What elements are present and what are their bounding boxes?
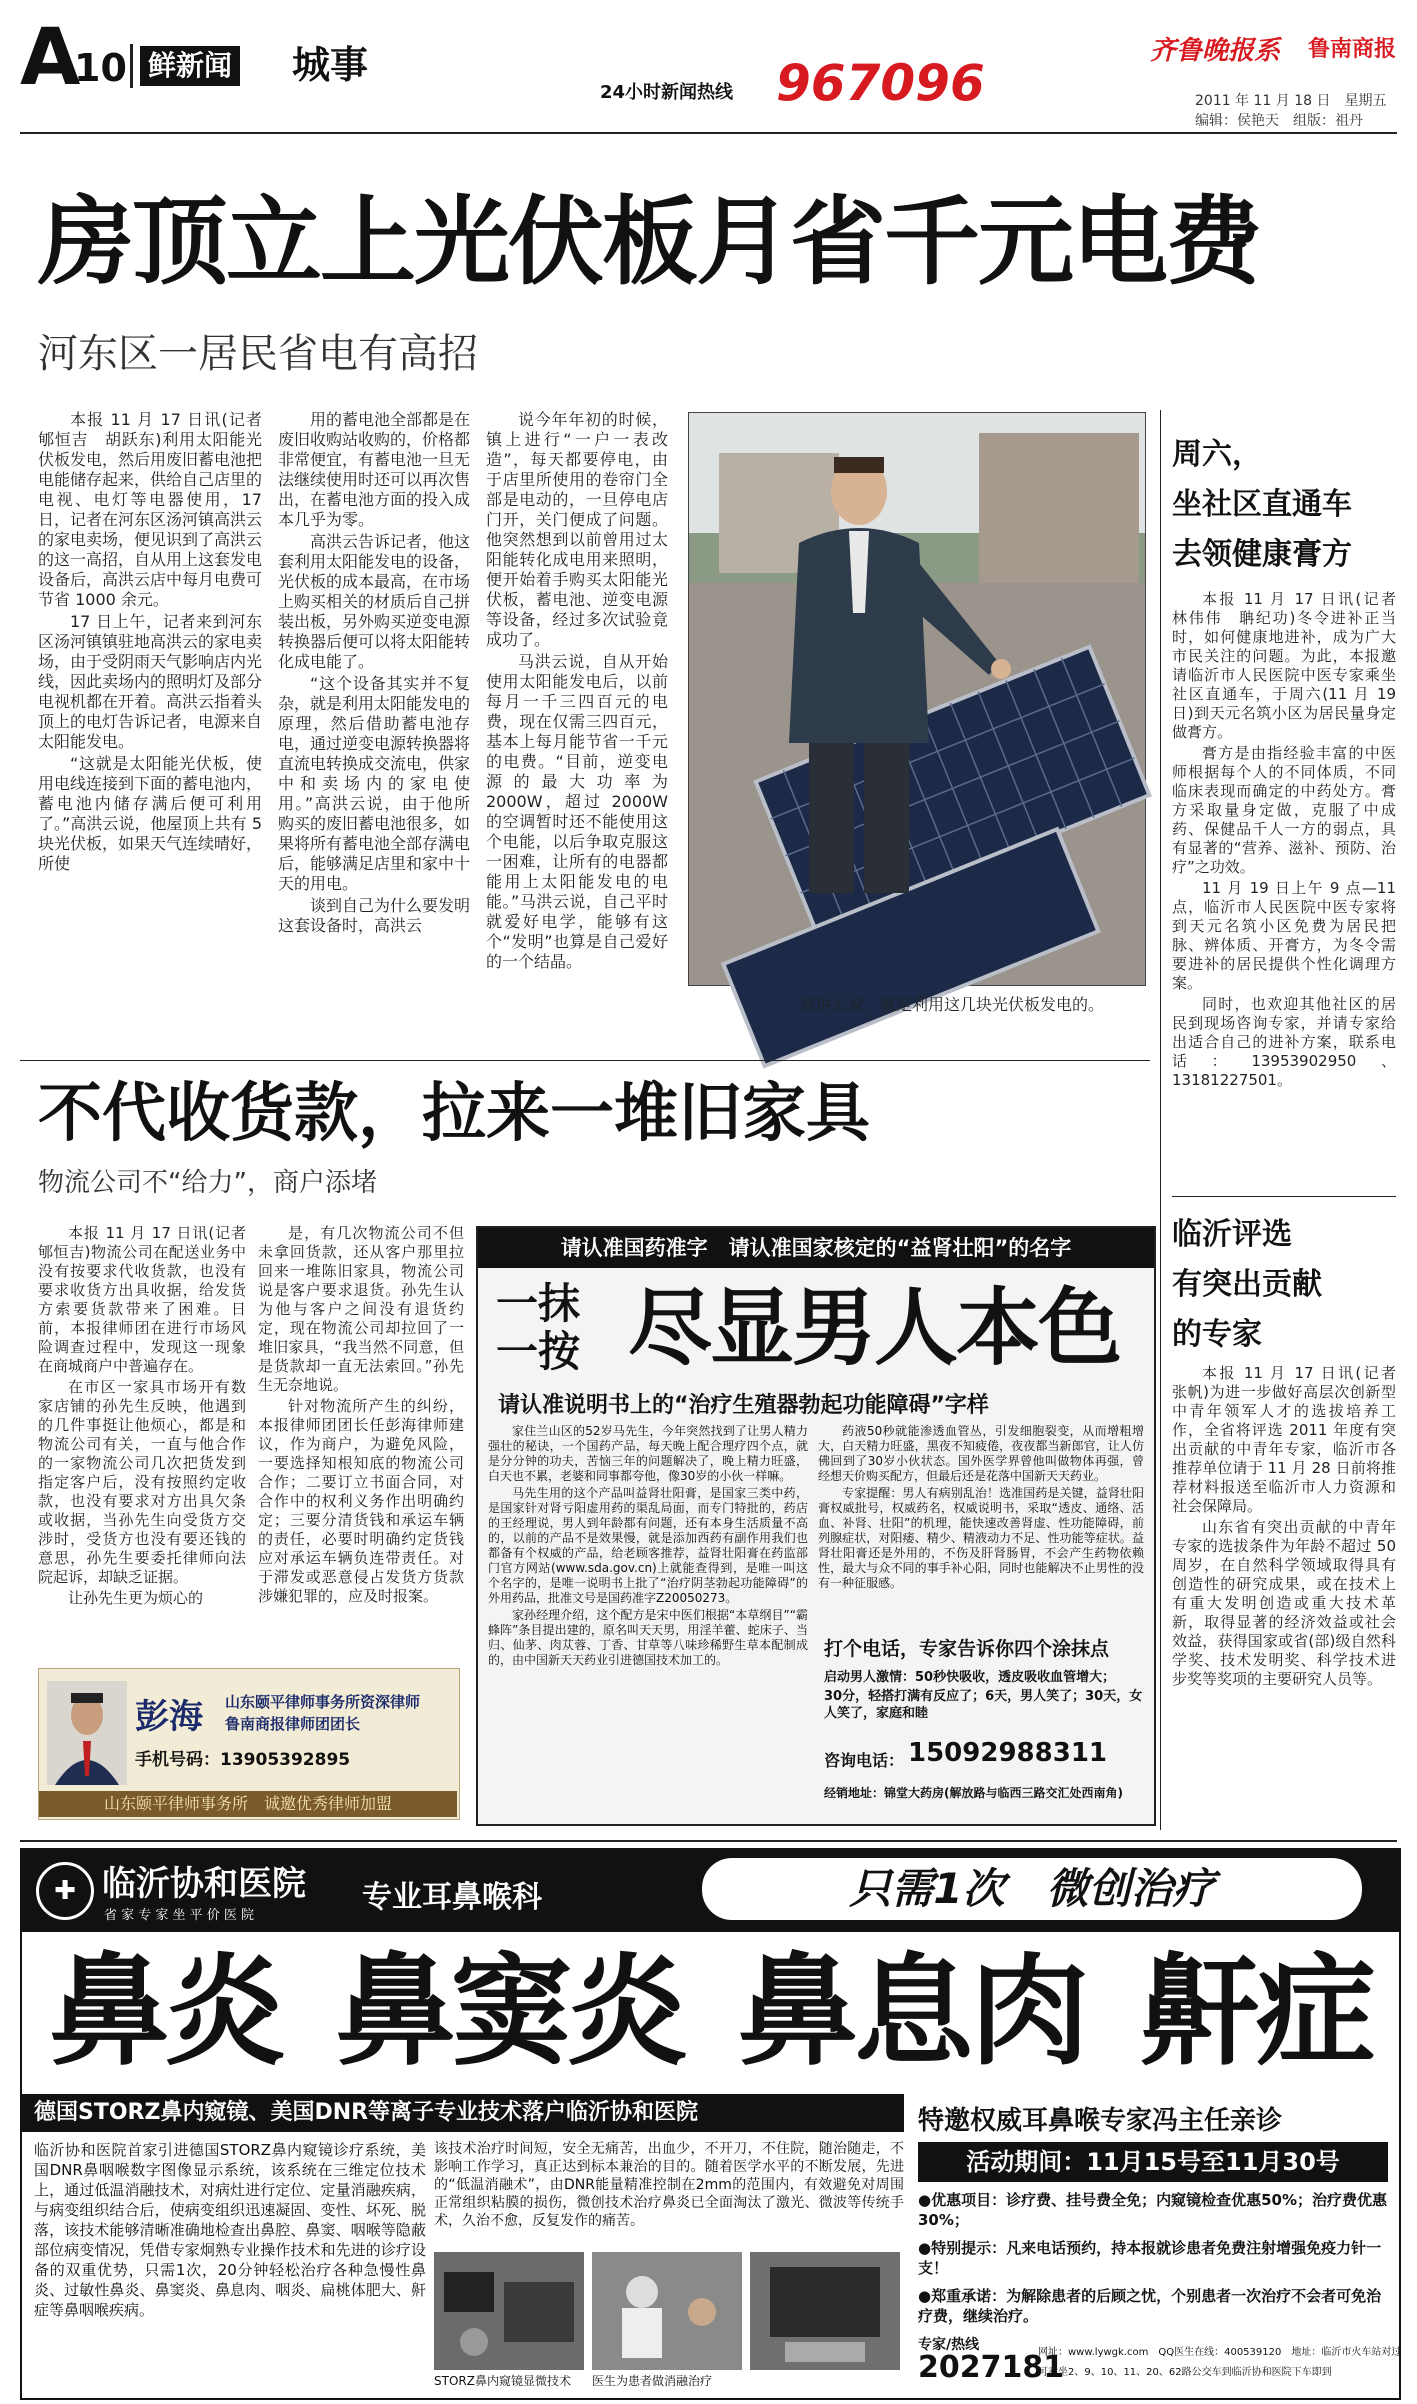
side1-p1: 本报 11 月 17 日讯(记者 林伟伟 聃纪功)冬令进补正当时，如何健康地进补，成为广大市民关注的问题。为此，本报邀请临沂市人民医院中医专家乘坐社区直通车，于周六(11 月 19 日)到天元名筑小区为居民量身定做膏方。 [1172, 590, 1412, 741]
ad1-body-right [818, 1424, 1144, 1624]
second-c1-p1: 本报 11 月 17 日讯(记者 郇恒吉)物流公司在配送业务中没有按要求代收货款，也没有要求收货方出具收据，给发货方索要货款带来了困难。日前，本报律师团在进行市场风险调查过程中，发现这一现象在商城商户中普遍存在。 [38, 1224, 262, 1375]
side1-p2: 膏方是由指经验丰富的中医师根据每个人的不同体质，不同临床表现而确定的中药处方。膏方采取量身定做，克服了中成药、保健品千人一方的弱点，具有显著的“营养、滋补、预防、治疗”之功效。 [1172, 744, 1396, 876]
ad1-bl-p1: 家住兰山区的52岁马先生，今年突然找到了让男人精力强壮的秘诀，一个国药产品，每天晚上配合理疗四个点，就是分分钟的功夫，苦恼三年的问题解决了，晚上精力旺盛，白天也不累，老婆和同事都夸他，像30岁的小伙一样嘛。 [488, 1424, 808, 1483]
side1-title-line2: 坐社区直通车 [1172, 487, 1352, 522]
ad1-promo1: 启动男人激情：50秒快吸收，透皮吸收血管增大； [824, 1670, 1116, 1685]
hospital-logo-icon: ✚ [36, 1862, 94, 1920]
lawyer-portrait-icon [47, 1681, 127, 1785]
side1-title-line3: 去领健康膏方 [1172, 537, 1352, 572]
section-name: 城事 [292, 43, 369, 87]
ad1-br-p2: 专家提醒：男人有病别乱治！选准国药是关键，益肾壮阳膏权威批号，权威药名，权威说明书，采取“透皮、通络、活血、补肾、壮阳”的机理，能快速改善肾虚、性功能障碍，前列腺症状，对阳痿、精少、精液动力不足、性功能等症状。益肾壮阳膏还是外用的，不伤及肝肾肠胃，不会产生药物依赖性，最大与众不同的事手补心阳，同时也能解决不止男性的没有一种征服感。 [818, 1486, 1144, 1590]
lead-column-2 [278, 410, 470, 1050]
lead-column-3 [486, 410, 668, 1050]
second-column-2 [258, 1224, 464, 1654]
ad2-hospital-motto: 省 家 专 家 坐 平 价 医 院 [104, 1908, 255, 1923]
masthead-divider [130, 44, 133, 88]
endoscope-photo-illustration [434, 2252, 584, 2370]
solar-photo-illustration [689, 413, 1145, 985]
ad2-items [918, 2190, 1388, 2334]
lead-c2-p2: 高洪云告诉记者，他这套利用太阳能发电的设备，光伏板的成本最高，在市场上购买相关的材质后自己拼装出板，另外购买逆变电源转换器后便可以将太阳能转化成电能了。 [278, 532, 471, 671]
side1-p4: 同时，也欢迎其他社区的居民到现场咨询专家，并请专家给出适合自己的进补方案，联系电话：13953902950、13181227501。 [1172, 995, 1396, 1089]
ad2-body2: 该技术治疗时间短，安全无痛苦，出血少，不开刀，不住院，随治随走，不影响工作学习，真正达到标本兼治的目的。随着医学水平的不断发展，先进的“低温消融术”，由DNR能量精准控制在2mm的范围内，有效避免对周围正常组织粘膜的损伤，微创技术治疗鼻炎已全面淘汰了激光、微波等传统手术，久治不愈，反复发作的痛苦。 [434, 2141, 904, 2229]
ad2-item2: ●特别提示：凡来电话预约，持本报就诊患者免费注射增强免疫力针一支！ [918, 2239, 1382, 2277]
side2-title [1172, 1210, 1402, 1360]
lawyer-footer: 山东颐平律师事务所 诚邀优秀律师加盟 [39, 1791, 457, 1817]
ad2-big-items [22, 1936, 1399, 2090]
lead-c2-p3: “这个设备其实并不复杂，就是利用太阳能发电的原理，然后借助蓄电池存电，通过逆变电源转换器将直流电转换成交流电，供家中和卖场内的家电使用。”高洪云说，由于他所购买的废旧蓄电池很多，如果将所有蓄电池全部存满电后，能够满足店里和家中十天的用电。 [278, 674, 471, 893]
second-headline: 不代收货款，拉来一堆旧家具 [38, 1077, 870, 1151]
lead-c1-p2: 17 日上午，记者来到河东区汤河镇镇驻地高洪云的家电卖场，由于受阴雨天气影响店内光线，因此卖场内的照明灯及部分电视机都在开着。高洪云指着头顶上的电灯告诉记者，电源来自太阳能发电。 [38, 612, 263, 751]
side2-title-line2: 有突出贡献 [1172, 1267, 1322, 1302]
ad1-dealer: 经销地址：锦堂大药房(解放路与临西三路交汇处西南角) [824, 1786, 1123, 1800]
side2-title-line1: 临沂评选 [1172, 1217, 1292, 1252]
second-c2-p1: 是，有几次物流公司不但未拿回货款，还从客户那里拉回来一堆陈旧家具，物流公司说是客户要求退货。孙先生认为他与客户之间没有退货约定，现在物流公司却拉回了一堆旧家具，“我当然不同意，但是货款却一直无法索回。”孙先生无奈地说。 [258, 1224, 464, 1394]
ad1-promo2: 30分，轻搭打满有反应了；6天，男人笑了；30天，女人笑了，家庭和睦 [824, 1689, 1143, 1721]
ad1-bl-p2: 马先生用的这个产品叫益肾壮阳膏，是国家三类中药，是国家针对肾亏阳虚用药的渠乱局面，而专门特批的，药店的王经理说，男人到年龄都有问题，还有本身生活质量不高的，以前的产品不是效果慢，就是添加西药有副作用我们也都备有个权威的产品，给老顾客推荐，益肾壮阳膏在药监部门官方网站(www.sda.gov.cn)上就能查得到，是唯一叫这个名字的，是唯一说明书上批了“治疗阴茎勃起功能障碍”的外用药品，批准文号是国药准字Z20050273。 [488, 1486, 808, 1605]
lawyer-name: 彭海 [135, 1697, 203, 1737]
lead-c2-p1: 用的蓄电池全部都是在废旧收购站收购的，价格都非常便宜，有蓄电池一旦无法继续使用时还可以再次售出，在蓄电池方面的投入成本几乎为零。 [278, 410, 471, 529]
side2-p1: 本报 11 月 17 日讯(记者 张帆)为进一步做好高层次创新型中青年领军人才的选拔培养工作，全省将评选 2011 年度有突出贡献的中青年专家，临沂市各推荐单位请于 11 月 28 日前将推荐材料报送至临沂市人力资源和社会保障局。 [1172, 1364, 1412, 1515]
side1-title [1172, 430, 1402, 580]
ad2-item-sinusitis: 鼻窦炎 [335, 1943, 684, 2082]
ad-ent-hospital [20, 1848, 1401, 2400]
ad2-body: 临沂协和医院首家引进德国STORZ鼻内窥镜诊疗系统，美国DNR鼻咽喉数字图像显示系统，该系统在三维定位技术上，通过低温消融技术，对病灶进行定位、定量消融疾病，与病变组织结合后，使病变组织迅速凝固、变性、坏死、脱落，该技术能够清晰准确地检查出鼻腔、鼻窦、咽喉等隐蔽部位病变情况，凭借专家炯熟专业操作技术和先进的诊疗设备的双重优势，只需1次，20分钟轻松治疗各种急慢性鼻炎、过敏性鼻炎、鼻窦炎、鼻息肉、咽炎、扁桃体肥大、鼾症等鼻咽喉疾病。 [34, 2141, 426, 2319]
ad2-header [22, 1850, 1399, 1932]
ad2-activity: 活动期间：11月15号至11月30号 [918, 2142, 1388, 2182]
ad2-item-snoring: 鼾症 [1139, 1943, 1372, 2082]
lead-c3-p2: 马洪云说，自从开始使用太阳能发电后，以前每月一千三四百元的电费，现在仅需三四百元，基本上每月能节省一千元的电费。“目前，逆变电源的最大功率为 2000W，超过 2000W 的空调暂时还不能使用这个电能，以后争取克服这一困难，让所有的电器都能用上太阳能发电的电能。”马洪云说，自己平时就爱好电学，能够有这个“发明”也算是自己爱好的一个结晶。 [486, 652, 668, 971]
ad2-item3: ●郑重承诺：为解除患者的后顾之忧，个别患者一次治疗不会者可免治疗费，继续治疗。 [918, 2287, 1382, 2325]
ad1-phone-label: 咨询电话： [824, 1751, 905, 1770]
side2-body [1172, 1364, 1412, 1834]
ad2-right-title: 特邀权威耳鼻喉专家冯主任亲诊 [918, 2106, 1283, 2136]
page-letter: A [20, 13, 81, 103]
second-c1-p2: 在市区一家具市场开有数家店铺的孙先生反映，他遇到的几件事挺让他烦心，都是和物流公司有关，一直与他合作的一家物流公司几次把货发到指定客户后，没有按照约定收款，也没有要求对方出具欠条或收据，当孙先生向受货方交涉时，受货方也没有要还钱的意思，孙先生要委托律师向法院起诉，却缺乏证据。 [38, 1378, 246, 1586]
ad2-hospital-name: 临沂协和医院 [102, 1864, 306, 1904]
ad1-subtitle: 请认准说明书上的“治疗生殖器勃起功能障碍”字样 [498, 1393, 989, 1418]
side2-title-line3: 的专家 [1172, 1317, 1262, 1352]
section-badge: 鲜新闻 [140, 46, 240, 86]
sidebar-divider [1160, 410, 1161, 1830]
editor-line: 编辑：侯艳天 组版：祖丹 [1195, 113, 1363, 129]
hotline-number: 967096 [776, 54, 985, 112]
paper-sub: 鲁南商报 [1308, 37, 1397, 62]
ad1-call: 打个电话，专家告诉你四个涂抹点 [824, 1638, 1110, 1660]
side2-p2: 山东省有突出贡献的中青年专家的选拔条件为年龄不超过 50 周岁，在自然科学领域取得具有创造性的研究成果，或在技术上有重大发明创造或重大技术革新，取得显著的经济效益或社会效益，获得国家或省(部)级自然科学奖、技术发明奖、科学技术进步奖等奖项的主要研究人员等。 [1172, 1518, 1396, 1688]
lawyer-box [38, 1668, 460, 1820]
ad2-photo2 [592, 2252, 742, 2370]
ad-male-health [476, 1226, 1156, 1826]
ad1-left-line1: 一抹 [496, 1279, 581, 1328]
ad2-item-polyp: 鼻息肉 [737, 1943, 1086, 2082]
ad2-caption2: 医生为患者做消融治疗 [592, 2374, 713, 2388]
side1-body [1172, 590, 1412, 1190]
equipment-photo-illustration [750, 2252, 900, 2370]
lead-subhead: 河东区一居民省电有高招 [38, 331, 478, 377]
ad2-bus: 可乘坐2、9、10、11、20、62路公交车到临沂协和医院下车即到 [1038, 2367, 1332, 2378]
lawyer-title2: 鲁南商报律师团团长 [225, 1715, 361, 1733]
ad1-body-left [488, 1424, 808, 1808]
ad1-left-line2: 一按 [496, 1327, 581, 1376]
lead-headline: 房顶立上光伏板月省千元电费 [38, 186, 1260, 298]
lead-c3-p1: 说今年年初的时候，镇上进行“一户一表改造”，每天都要停电，由于店里所使用的卷帘门全部是电动的，一旦停电店门开，关门便成了问题。他突然想到以前曾用过太阳能转化成电用来照明，便开始着手购买太阳能光伏板，蓄电池、逆变电源等设备，经过多次试验竟成功了。 [486, 410, 668, 649]
bottom-ad-rule [20, 1840, 1397, 1842]
masthead-rule [20, 132, 1397, 134]
ad1-phone: 15092988311 [908, 1738, 1107, 1768]
page-number: 10 [74, 46, 127, 90]
ad1-br-p1: 药液50秒就能渗透血管丛，引发细胞裂变，从而增粗增大，白天精力旺盛，黑夜不知疲倦，夜夜都当新郎官，让人仿佛回到了30岁小伙状态。国外医学界曾他叫做物体再强，曾经想天价购买配方，但最后还是花落中国新天天药业。 [818, 1424, 1144, 1483]
lawyer-title1: 山东颐平律师事务所资深律师 [225, 1693, 421, 1711]
second-c1-p3: 让孙先生更为烦心的 [68, 1589, 204, 1607]
hotline-label: 24小时新闻热线 [600, 82, 734, 103]
lawyer-avatar [47, 1681, 127, 1785]
date-line: 2011 年 11 月 18 日 星期五 [1195, 93, 1387, 109]
ad2-item1: ●优惠项目：诊疗费、挂号费全免；内窥镜检查优惠50%；治疗费优惠30%； [918, 2191, 1387, 2229]
paper-name: 齐鲁晚报系 [1150, 36, 1281, 66]
side1-title-line1: 周六， [1172, 437, 1262, 472]
solar-photo [688, 412, 1146, 986]
ad2-web: 网址：www.lywgk.com QQ医生在线：400539120 地址：临沂市火车站对过 [1038, 2347, 1402, 2358]
ad2-photo1 [434, 2252, 584, 2370]
ad2-item-rhinitis: 鼻炎 [49, 1943, 282, 2082]
treatment-photo-illustration [592, 2252, 742, 2370]
photo-caption: 高洪云说，就是利用这几块光伏板发电的。 [800, 995, 1105, 1014]
lawyer-phone: 手机号码：13905392895 [135, 1750, 351, 1770]
lead-column-1 [38, 410, 279, 1050]
lead-c1-p3: “这就是太阳能光伏板，使用电线连接到下面的蓄电池内，蓄电池内储存满后便可利用了。”高洪云说，他屋顶上共有 5 块光伏板，如果天气连续晴好，所使 [38, 754, 263, 873]
ad1-big-title: 尽显男人本色 [628, 1279, 1121, 1377]
side1-p3: 11 月 19 日上午 9 点—11 点，临沂市人民医院中医专家将到天元名筑小区免费为居民把脉、辨体质、开膏方，为冬令需要进补的居民提供个性化调理方案。 [1172, 879, 1396, 992]
second-c2-p2: 针对物流所产生的纠纷，本报律师团团长任彭海律师建议，作为商户，为避免风险，一要选择知根知底的物流公司合作；二要订立书面合同，对合作中的权利义务作出明确约定；三要分清货钱和承运车辆的责任，必要时明确约定货钱应对承运车辆负连带责任。对于滞发或恶意侵占发货方货款涉嫌犯罪的，应及时报案。 [258, 1397, 464, 1605]
ad1-bl-p3: 家孙经理介绍，这个配方是宋中医们根据“本草纲目”“霸蜂阵”条目提出建的，原名叫天天男，用淫羊藿、蛇床子、当归、仙茅、肉苁蓉、丁香、甘草等八味珍稀野生草本配制成的，由中国新天天药业引进德国技术加工的。 [488, 1608, 808, 1667]
ad2-hotline: 2027181 [918, 2350, 1065, 2385]
ad2-band: 德国STORZ鼻内窥镜、美国DNR等离子专业技术落户临沂协和医院 [22, 2094, 904, 2132]
ad2-caption1: STORZ鼻内窥镜显微技术 [434, 2374, 571, 2388]
second-story-rule [20, 1060, 1150, 1061]
ad2-slogan: 只需1次 微创治疗 [702, 1858, 1362, 1920]
second-column-1 [38, 1224, 262, 1654]
ad2-hotline-label: 专家/热线 [918, 2337, 980, 2353]
ad1-top-banner: 请认准国药准字 请认准国家核定的“益肾壮阳”的名字 [478, 1228, 1154, 1268]
lead-c2-p4: 谈到自己为什么要发明这套设备时，高洪云 [278, 896, 471, 935]
ad2-dept: 专业耳鼻喉科 [362, 1880, 542, 1915]
lead-c1-p1: 本报 11 月 17 日讯(记者 郇恒吉 胡跃东)利用太阳能光伏板发电，然后用废旧蓄电池把电能储存起来，供给自己店里的电视、电灯等电器使用，17 日，记者在河东区汤河镇高洪云的家电卖场，便见识到了高洪云的这一高招，自从用上这套发电设备后，高洪云店中每月电费可节省 1000 余元。 [38, 410, 279, 609]
second-subhead: 物流公司不“给力”，商户添堵 [38, 1168, 377, 1198]
side-rule [1172, 1196, 1396, 1197]
ad2-photo3 [750, 2252, 900, 2370]
